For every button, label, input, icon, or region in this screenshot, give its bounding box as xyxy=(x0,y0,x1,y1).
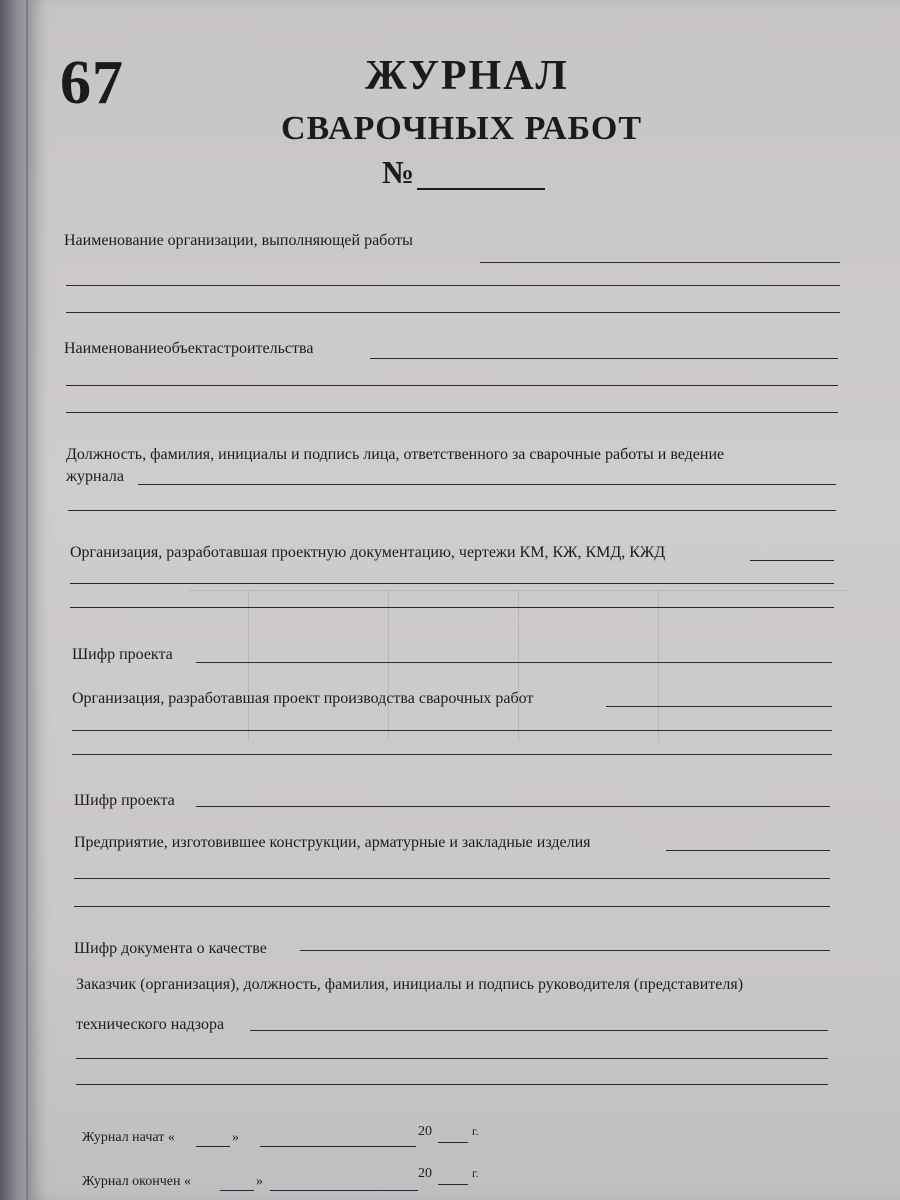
welding-project-org-input-line-1[interactable] xyxy=(606,706,832,707)
design-org-input-line-2[interactable] xyxy=(70,583,834,584)
journal-started-year-field[interactable] xyxy=(438,1142,468,1143)
bleed-through-table xyxy=(188,590,848,741)
page-number: 67 xyxy=(60,49,124,117)
journal-started-day-field[interactable] xyxy=(196,1146,230,1147)
journal-ended-day-field[interactable] xyxy=(220,1190,254,1191)
customer-input-line-1[interactable] xyxy=(250,1030,828,1031)
object-label: Наименованиеобъектастроительства xyxy=(64,340,314,357)
journal-ended-month-field[interactable] xyxy=(270,1190,418,1191)
journal-page xyxy=(26,0,900,1200)
customer-label-cont: технического надзора xyxy=(76,1016,225,1033)
project-code-2-input-line[interactable] xyxy=(196,806,830,807)
journal-started-quote-close: » xyxy=(232,1130,239,1145)
journal-ended-label: Журнал окончен « xyxy=(82,1174,192,1189)
design-org-input-line-3[interactable] xyxy=(70,607,834,608)
org-input-line-2[interactable] xyxy=(66,285,840,286)
responsible-label: Должность, фамилия, инициалы и подпись лица, ответственного за сварочные работы и ведение xyxy=(66,446,725,463)
customer-input-line-3[interactable] xyxy=(76,1084,828,1085)
journal-number-label: № xyxy=(382,154,415,190)
journal-started-label: Журнал начат « xyxy=(82,1130,175,1145)
quality-doc-code-input-line[interactable] xyxy=(300,950,830,951)
object-input-line-2[interactable] xyxy=(66,385,838,386)
page-title: ЖУРНАЛ xyxy=(365,53,569,99)
journal-ended-year-prefix: 20 xyxy=(418,1166,432,1181)
welding-project-org-input-line-2[interactable] xyxy=(72,730,832,731)
org-input-line-1[interactable] xyxy=(480,262,840,263)
org-label: Наименование организации, выполняющей работы xyxy=(64,232,413,249)
journal-ended-year-field[interactable] xyxy=(438,1184,468,1185)
journal-number-field[interactable] xyxy=(417,188,545,190)
journal-started-year-prefix: 20 xyxy=(418,1124,432,1139)
responsible-input-line-2[interactable] xyxy=(68,510,836,511)
project-code-input-line[interactable] xyxy=(196,662,832,663)
org-input-line-3[interactable] xyxy=(66,312,840,313)
journal-started-month-field[interactable] xyxy=(260,1146,416,1147)
responsible-label-cont: журнала xyxy=(66,468,124,485)
manufacturer-input-line-3[interactable] xyxy=(74,906,830,907)
quality-doc-code-label: Шифр документа о качестве xyxy=(74,940,267,957)
manufacturer-input-line-1[interactable] xyxy=(666,850,830,851)
customer-label: Заказчик (организация), должность, фамилия, инициалы и подпись руководителя (представителя) xyxy=(76,976,744,993)
design-org-label: Организация, разработавшая проектную документацию, чертежи КМ, КЖ, КМД, КЖД xyxy=(70,544,666,561)
manufacturer-input-line-2[interactable] xyxy=(74,878,830,879)
page-subtitle: СВАРОЧНЫХ РАБОТ xyxy=(281,110,642,147)
project-code-label: Шифр проекта xyxy=(72,646,173,663)
journal-ended-year-suffix: г. xyxy=(472,1166,479,1180)
welding-project-org-input-line-3[interactable] xyxy=(72,754,832,755)
customer-input-line-2[interactable] xyxy=(76,1058,828,1059)
welding-project-org-label: Организация, разработавшая проект производства сварочных работ xyxy=(72,690,534,707)
journal-started-year-suffix: г. xyxy=(472,1124,479,1138)
journal-ended-quote-close: » xyxy=(256,1174,263,1189)
responsible-input-line-1[interactable] xyxy=(138,484,836,485)
manufacturer-label: Предприятие, изготовившее конструкции, арматурные и закладные изделия xyxy=(74,834,591,851)
object-input-line-1[interactable] xyxy=(370,358,838,359)
project-code-2-label: Шифр проекта xyxy=(74,792,175,809)
object-input-line-3[interactable] xyxy=(66,412,838,413)
design-org-input-line-1[interactable] xyxy=(750,560,834,561)
